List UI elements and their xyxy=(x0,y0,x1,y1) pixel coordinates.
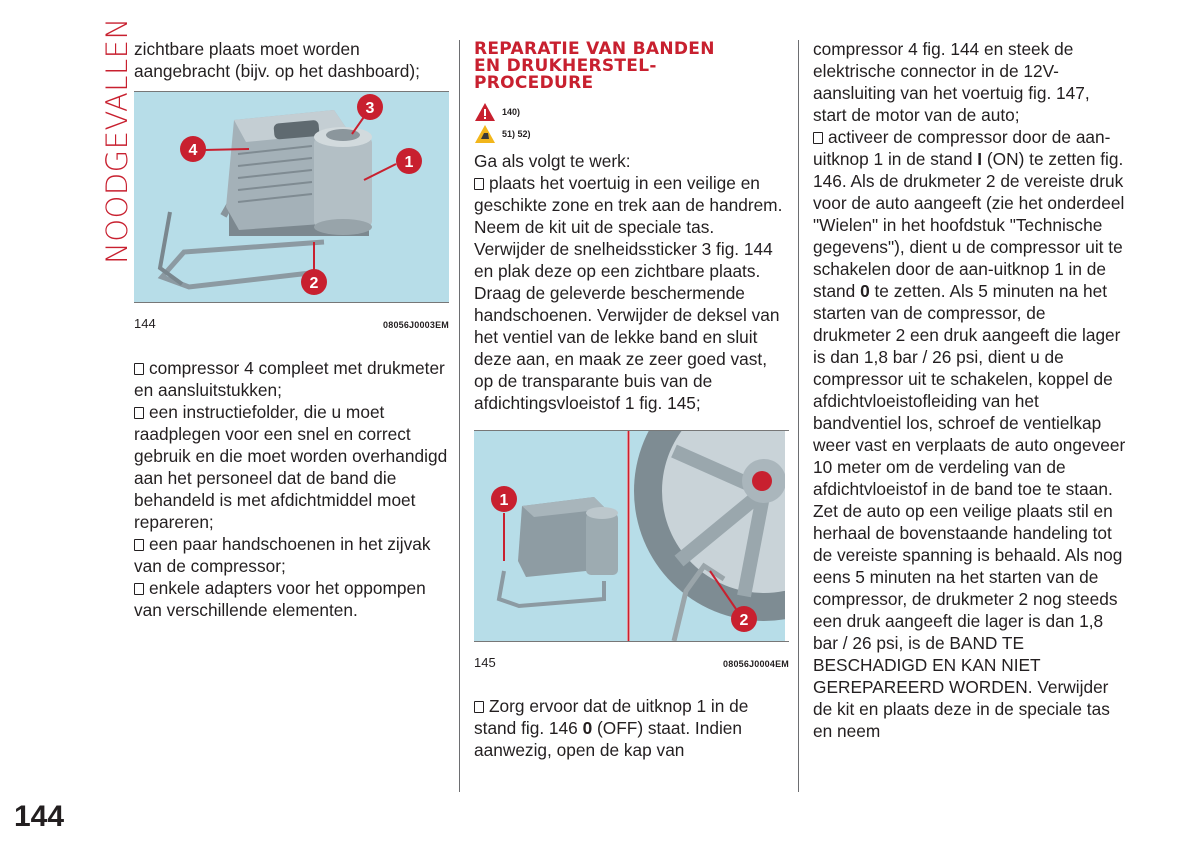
svg-text:2: 2 xyxy=(309,275,319,292)
list-item: een instructiefolder, die u moet raadplegen voor een snel en correct gebruik en die moet worden overhandigd aan het personeel dat de band die behandeld is met afdichtmiddel moet repareren; xyxy=(134,402,448,532)
list-item: compressor 4 compleet met drukmeter en aansluitstukken; xyxy=(134,358,445,400)
checkbox-bullet-icon xyxy=(134,363,144,375)
svg-text:2: 2 xyxy=(739,612,749,629)
list-item: Zorg ervoor dat de uitknop 1 in de stand fig. 146 0 (OFF) staat. Indien aanwezig, open de kap van xyxy=(474,696,749,760)
figure-caption xyxy=(474,652,789,675)
warning-reference: 140) xyxy=(474,100,789,124)
svg-text:1: 1 xyxy=(404,154,414,171)
column-divider xyxy=(459,40,460,792)
checkbox-bullet-icon xyxy=(134,583,144,595)
column-2 xyxy=(474,38,789,761)
svg-text:3: 3 xyxy=(365,100,375,117)
intro-text: zichtbare plaats moet worden aangebracht (bijv. op het dashboard); xyxy=(134,39,420,81)
intro-text: Ga als volgt te werk: xyxy=(474,151,631,171)
callout-1 xyxy=(491,486,517,512)
figure-number: 145 xyxy=(474,655,496,670)
figure-145 xyxy=(474,430,789,642)
list-item: plaats het voertuig in een veilige en geschikte zone en trek aan de handrem. Neem de kit uit de speciale tas. Verwijder de snelheidssticker 3 fig. 144 en plak deze op een zichtbare plaats. Draag de geleverde beschermende handschoenen. Verwijder de deksel van het ventiel van de lekke band en sluit deze aan, en maak ze zeer goed vast, op de transparante buis van de afdichtingsvloeistof 1 fig. 145; xyxy=(474,173,783,413)
callout-2 xyxy=(731,606,757,632)
checkbox-bullet-icon xyxy=(813,132,823,144)
warning-triangle-icon xyxy=(474,102,496,122)
column-3 xyxy=(813,38,1128,742)
checkbox-bullet-icon xyxy=(134,407,144,419)
caution-reference: 51) 52) xyxy=(474,122,789,146)
caution-hand-icon xyxy=(474,124,496,144)
checkbox-bullet-icon xyxy=(474,178,484,190)
figure-144 xyxy=(134,91,449,303)
callout-3 xyxy=(357,94,383,120)
list-item: enkele adapters voor het oppompen van verschillende elementen. xyxy=(134,578,426,620)
section-heading: REPARATIE VAN BANDEN EN DRUKHERSTEL- PROCEDURE xyxy=(474,39,715,93)
checkbox-bullet-icon xyxy=(134,539,144,551)
column-divider xyxy=(798,40,799,792)
list-item: activeer de compressor door de aan-uitknop 1 in de stand I (ON) te zetten fig. 146. Als de drukmeter 2 de vereiste druk voor de auto aangeeft (zie het onderdeel "Wielen" in het hoofdstuk "Technische gegevens"), dient u de compressor uit te schakelen door de aan-uitknop 1 in de stand 0 te zetten. Als 5 minuten na het starten van de compressor, de drukmeter 2 een druk aangeeft die lager is dan 1,8 bar / 26 psi, dient u de compressor uit te schakelen, koppel de afdichtvloeistofleiding van het bandventiel los, schroef de ventielkap weer vast en verplaats de auto ongeveer 10 meter om de verdeling van de afdichtvloeistof in de band toe te staan. Zet de auto op een veilige plaats stil en herhaal de bovenstaande handeling tot de vereiste spanning is behaald. Als nog eens 5 minuten na het starten van de compressor, de drukmeter 2 nog steeds een druk aangeeft die lager is dan 1,8 bar / 26 psi, is de BAND TE BESCHADIGD EN KAN NIET GEREPAREERD WORDEN. Verwijder de kit en plaats deze in de speciale tas en neem xyxy=(813,127,1126,741)
section-title: NOODGEVALLEN xyxy=(100,17,134,264)
callout-4 xyxy=(180,136,206,162)
compressor-wheel-illustration xyxy=(474,431,785,641)
figure-code: 08056J0004EM xyxy=(723,659,789,669)
figure-caption xyxy=(134,313,449,336)
figure-number: 144 xyxy=(134,316,156,331)
checkbox-bullet-icon xyxy=(474,701,484,713)
compressor-kit-illustration xyxy=(134,92,445,302)
paragraph: compressor 4 fig. 144 en steek de elektrische connector in de 12V-aansluiting van het voertuig fig. 147, start de motor van de auto; xyxy=(813,39,1090,125)
callout-1 xyxy=(396,148,422,174)
figure-code: 08056J0003EM xyxy=(383,320,449,330)
list-item: een paar handschoenen in het zijvak van de compressor; xyxy=(134,534,431,576)
callout-2 xyxy=(301,269,327,295)
svg-text:4: 4 xyxy=(188,142,198,159)
column-1 xyxy=(134,38,449,621)
svg-text:1: 1 xyxy=(499,492,509,509)
page-number: 144 xyxy=(14,800,65,833)
